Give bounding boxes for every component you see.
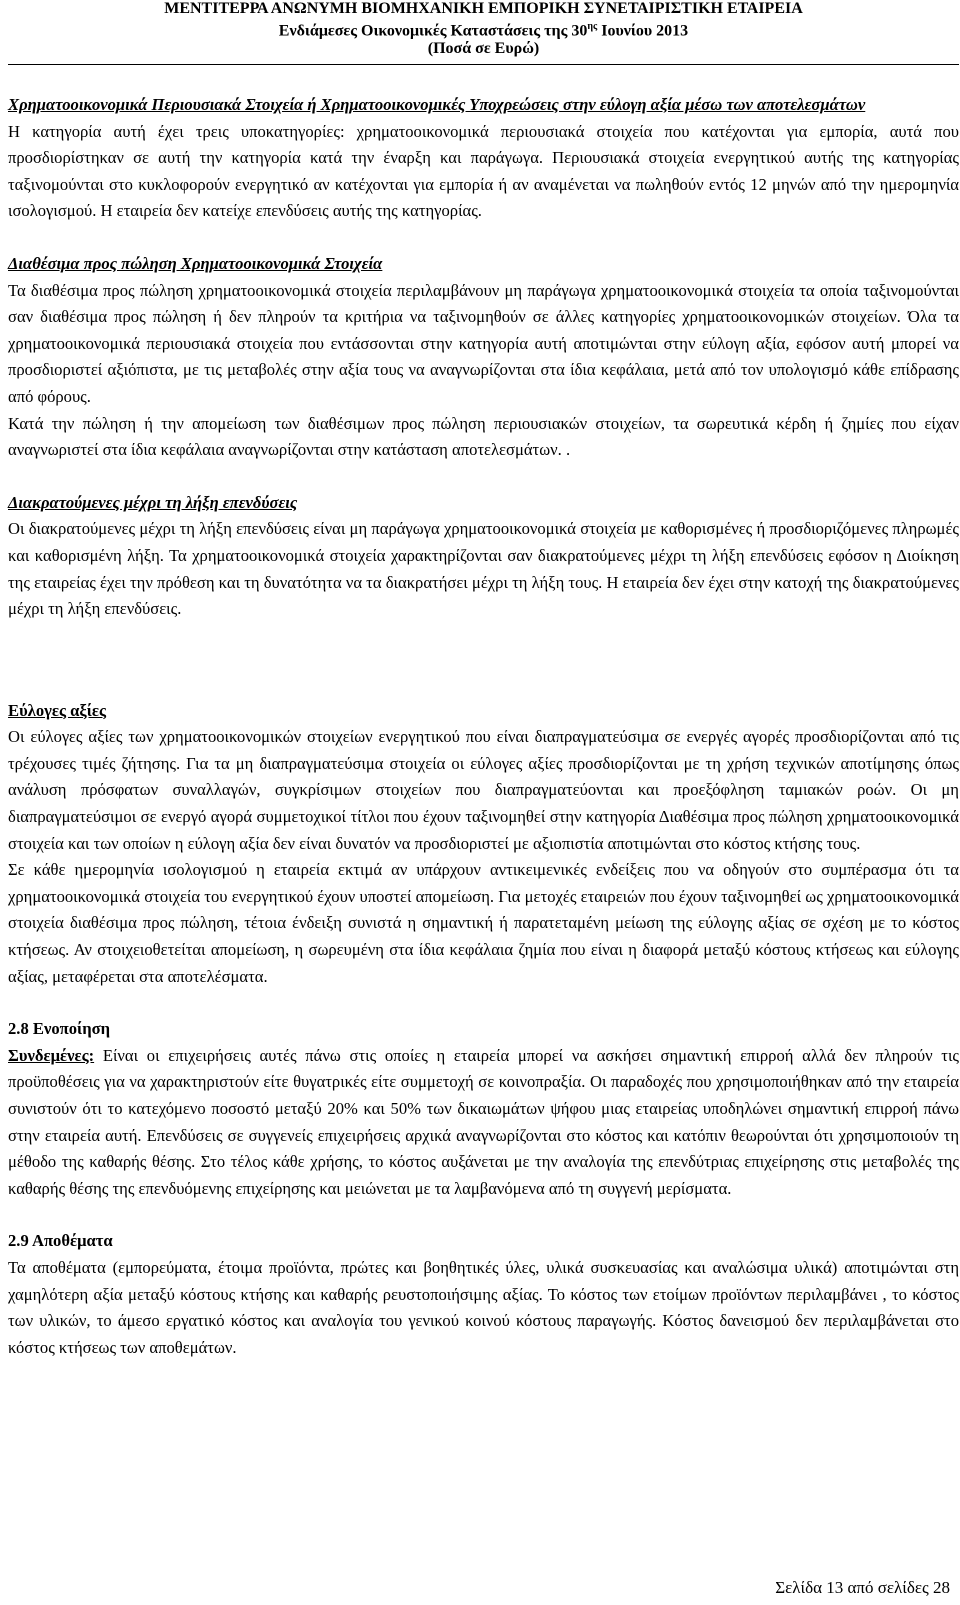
inventory-heading: 2.9 Αποθέματα xyxy=(8,1231,113,1251)
htm-heading: Διακρατούμενες μέχρι τη λήξη επενδύσεις xyxy=(8,492,298,512)
fair-value-paragraph-2: Σε κάθε ημερομηνία ισολογισμού η εταιρεία εκτιμά αν υπάρχουν αντικειμενικές ενδείξεις που να οδηγούν στο συμπέρασμα ότι τα χρηματοοικονομικά στοιχεία του ενεργητικού έχουν υποστεί απομείωση. Για μετοχές εταιρειών που έχουν ταξινομηθεί ως χρηματοοικονομικά στοιχεία διαθέσιμα προς πώληση, τέτοια ένδειξη συνιστά η σημαντική ή παρατεταμένη μείωση της εύλογης αξίας σε σχέση με το κόστος κτήσεως. Αν στοιχειοθετείται απομείωση, η σωρευμένη στα ίδια κεφάλαια ζημία που είναι η διαφορά μεταξύ κόστους κτήσεως και εύλογης αξίας, μεταφέρεται στα αποτελέσματα. xyxy=(8,860,959,986)
currency-note: (Ποσά σε Ευρώ) xyxy=(427,40,540,58)
htm-paragraph: Οι διακρατούμενες μέχρι τη λήξη επενδύσεις είναι μη παράγωγα χρηματοοικονομικά στοιχεία με καθορισμένες ή προσδιοριζόμενες πληρωμές και καθορισμένη λήξη. Τα χρηματοοικονομικά στοιχεία χαρακτηρίζονται σαν διακρατούμενες μέχρι τη λήξη επενδύσεις εφόσον η Διοίκηση της εταιρείας έχει την πρόθεση και τη δυνατότητα να τα διακρατήσει μέχρι τη λήξη τους. Η εταιρεία δεν έχει στην κατοχή της διακρατούμενες μέχρι τη λήξη επενδύσεις. xyxy=(8,519,959,619)
document-body xyxy=(8,92,959,1361)
afs-paragraph-2: Κατά την πώληση ή την απομείωση των διαθέσιμων προς πώληση περιουσιακών στοιχείων, τα σωρευτικά κέρδη ή ζημίες που είχαν αναγνωριστεί στα ίδια κεφάλαια αναγνωρίζονται στην κατάσταση αποτελεσμάτων. . xyxy=(8,413,959,460)
associates-label: Συνδεμένες: xyxy=(8,1045,95,1065)
header-rule xyxy=(8,64,959,65)
fvtpl-paragraph: Η κατηγορία αυτή έχει τρεις υποκατηγορίες: χρηματοοικονομικά περιουσιακά στοιχεία που κατέχονται για εμπορία, αυτά που προσδιορίστηκαν σε αυτή την κατηγορία κατά την έναρξη και παράγωγα. Περιουσιακά στοιχεία ενεργητικού αυτής της κατηγορίας ταξινομούνται στο κυκλοφορούν ενεργητικό αν κατέχονται για εμπορία ή αν αναμένεται να πωληθούν εντός 12 μηνών από την ημερομηνία ισολογισμού. Η εταιρεία δεν κατείχε επενδύσεις αυτής της κατηγορίας. xyxy=(8,121,959,221)
inventory-paragraph: Τα αποθέματα (εμπορεύματα, έτοιμα προϊόντα, πρώτες και βοηθητικές ύλες, υλικά συσκευασίας και αναλώσιμα υλικά) αποτιμώνται στη χαμηλότερη αξία μεταξύ κόστους κτήσης και καθαρής ρευστοποιήσιμης αξίας. Το κόστος των ετοίμων προϊόντων περιλαμβάνει , το κόστος των υλικών, το άμεσο εργατικό κόστος και αναλογία του γενικού κοινού κόστους παραγωγής. Κόστος δανεισμού δεν περιλαμβάνεται στο κόστος κτήσεως των αποθεμάτων. xyxy=(8,1257,959,1357)
fair-value-heading: Εύλογες αξίες xyxy=(8,700,107,720)
fair-value-paragraph-1: Οι εύλογες αξίες των χρηματοοικονομικών στοιχείων ενεργητικού που είναι διαπραγματεύσιμα σε ενεργές αγορές προσδιορίζονται από τις τρέχουσες τιμές ζήτησης. Για τα μη διαπραγματεύσιμα στοιχεία οι εύλογες αξίες προσδιορίζονται με τη χρήση τεχνικών αποτίμησης όπως ανάλυση πρόσφατων συναλλαγών, συγκρίσιμων στοιχείων που διαπραγματεύονται και προεξόφληση ταμιακών ροών. Οι μη διαπραγματεύσιμοι σε ενεργό αγορά συμμετοχικοί τίτλοι που έχουν ταξινομηθεί στην κατηγορία Διαθέσιμα προς πώληση χρηματοοικονομικά στοιχεία και των οποίων η εύλογη αξία δεν είναι δυνατόν να προσδιοριστεί με αξιοπιστία αποτιμώνται στο κόστος κτήσης τους. xyxy=(8,727,959,853)
document-header xyxy=(8,0,959,58)
afs-paragraph-1: Τα διαθέσιμα προς πώληση χρηματοοικονομικά στοιχεία περιλαμβάνουν μη παράγωγα χρηματοοικονομικά στοιχεία τα οποία ταξινομούνται σαν διαθέσιμα προς πώληση ή δεν πληρούν τα κριτήρια να ταξινομηθούν σε άλλες κατηγορίες χρηματοοικονομικών στοιχείων. Όλα τα χρηματοοικονομικά περιουσιακά στοιχεία που εντάσσονται στην κατηγορία αυτή αποτιμώνται στην εύλογη αξία, εφόσον αυτή μπορεί να προσδιοριστεί αξιόπιστα, με τις μεταβολές στην αξία τους να αναγνωρίζονται στα ίδια κεφάλαια, μετά από τον υπολογισμό κάθε επίδρασης από φόρους. xyxy=(8,280,959,406)
consolidation-heading: 2.8 Ενοποίηση xyxy=(8,1019,111,1039)
fvtpl-heading: Χρηματοοικονομικά Περιουσιακά Στοιχεία ή Χρηματοοικονομικές Υποχρεώσεις στην εύλογη αξία μέσω των αποτελεσμάτων xyxy=(8,95,866,114)
page-number: Σελίδα 13 από σελίδες 28 xyxy=(775,1578,950,1597)
consolidation-paragraph: Συνδεμένες: Είναι οι επιχειρήσεις αυτές πάνω στις οποίες η εταιρεία μπορεί να ασκήσει σημαντική επιρροή αλλά δεν πληρούν τις προϋποθέσεις για να χαρακτηριστούν είτε θυγατρικές είτε συμμετοχή σε κοινοπραξία. Οι παραδοχές που χρησιμοποιήθηκαν από την εταιρεία συνιστούν ότι το κατεχόμενο ποσοστό μεταξύ 20% και 50% των δικαιωμάτων ψήφου μιας εταιρείας υποδηλώνει σημαντική επιρροή πάνω στην εταιρεία αυτή. Επενδύσεις σε συγγενείς επιχειρήσεις αρχικά αναγνωρίζονται στο κόστος και κατόπιν θεωρούνται ότι χρησιμοποιούν τη μέθοδο της καθαρής θέσης. Στο τέλος κάθε χρήσης, το κόστος αυξάνεται με την αναλογία της επενδύτριας επιχείρησης στις μεταβολές της καθαρής θέσης της επενδυόμενης επιχείρησης και μειώνεται με τα λαμβανόμενα από τη συγγενή μερίσματα. xyxy=(8,1045,959,1198)
afs-heading: Διαθέσιμα προς πώληση Χρηματοοικονομικά Στοιχεία xyxy=(8,253,383,273)
statements-period: Ενδιάμεσες Οικονομικές Καταστάσεις της $30^{\eta\varsigma}$ Ιουνίου 2013 xyxy=(278,21,689,40)
company-name: ΜΕΝΤΙΤΕΡΡΑ ΑΝΩΝΥΜΗ ΒΙΟΜΗΧΑΝΙΚΗ ΕΜΠΟΡΙΚΗ ΣΥΝΕΤΑΙΡΙΣΤΙΚΗ ΕΤΑΙΡΕΙΑ xyxy=(164,0,803,17)
